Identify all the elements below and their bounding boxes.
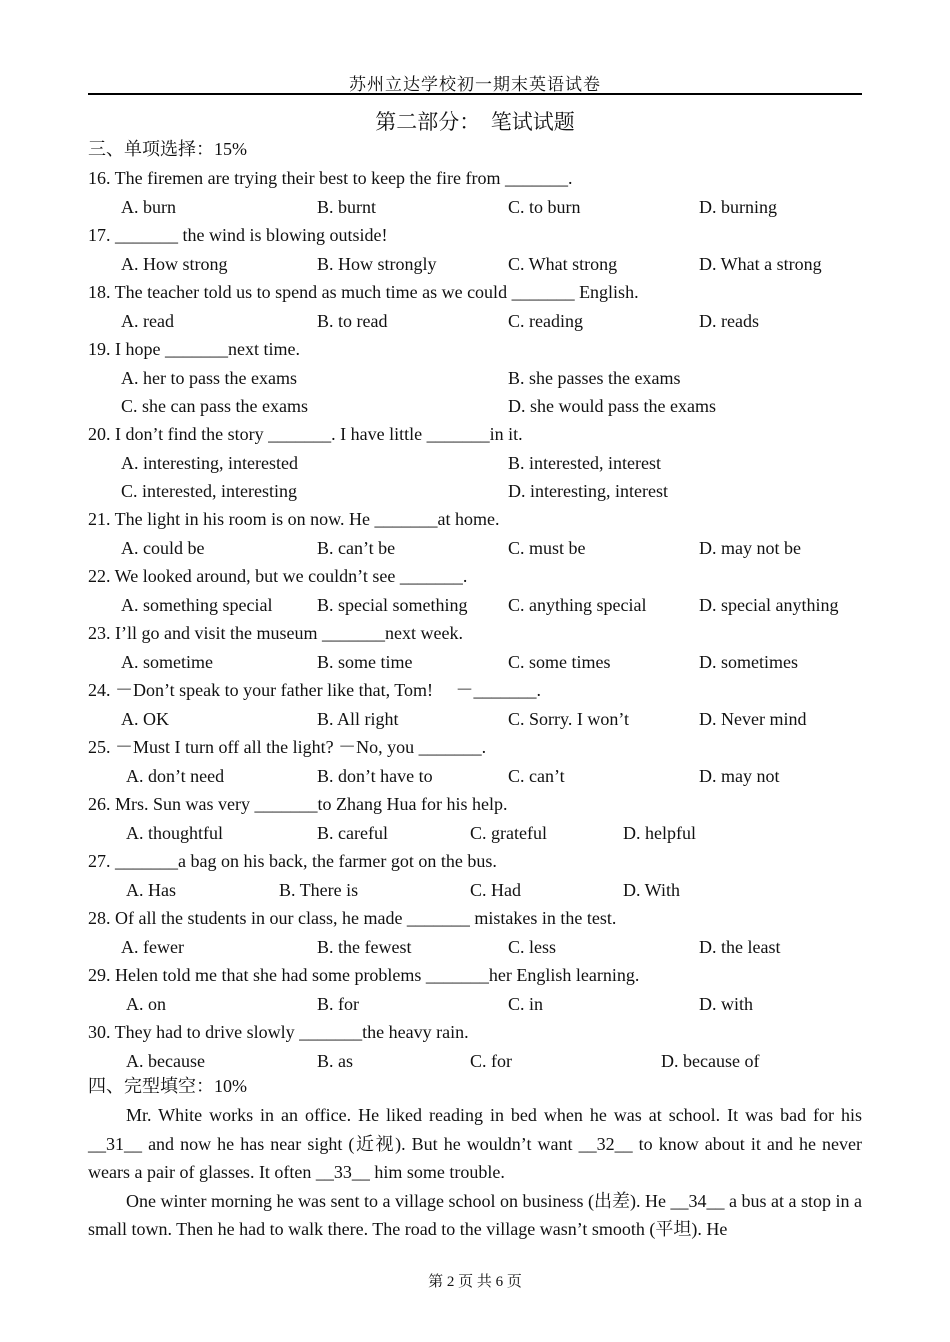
question-stem: 23. I’ll go and visit the museum _______next week. (88, 623, 463, 643)
answer-option: D. may not (699, 765, 780, 786)
answer-option: B. How strongly (317, 253, 437, 274)
question-stem: 27. _______a bag on his back, the farmer got on the bus. (88, 851, 497, 871)
answer-option: D. With (623, 879, 680, 900)
answer-option: D. interesting, interest (508, 481, 668, 501)
answer-option: A. Has (126, 879, 176, 900)
answer-option: B. careful (317, 822, 388, 843)
answer-option: D. with (699, 993, 753, 1014)
answer-option: A. thoughtful (126, 822, 223, 843)
answer-option: B. some time (317, 651, 413, 672)
question-stem: 28. Of all the students in our class, he made _______ mistakes in the test. (88, 908, 617, 928)
page-header-title: 苏州立达学校初一期末英语试卷 (349, 75, 601, 94)
page-footer: 第 2 页 共 6 页 (428, 1274, 522, 1290)
answer-option: D. sometimes (699, 651, 798, 672)
answer-option: C. reading (508, 310, 583, 331)
answer-option: D. because of (661, 1050, 760, 1071)
answer-option: D. reads (699, 310, 759, 331)
answer-option: D. burning (699, 196, 777, 217)
answer-option: B. can’t be (317, 537, 396, 558)
answer-option: B. There is (279, 879, 359, 900)
question-stem: 20. I don’t find the story _______. I have little _______in it. (88, 424, 523, 444)
answer-option: A. read (121, 310, 174, 331)
answer-option: A. How strong (121, 253, 228, 274)
question-stem: 21. The light in his room is on now. He _______at home. (88, 509, 500, 529)
section3-heading: 三、单项选择：15% (88, 139, 247, 159)
answer-option: B. as (317, 1050, 353, 1071)
answer-option: D. she would pass the exams (508, 396, 716, 416)
answer-option: C. for (470, 1050, 512, 1071)
answer-option: D. helpful (623, 822, 696, 843)
section4-heading: 四、完型填空：10% (88, 1076, 247, 1096)
answer-option: A. her to pass the exams (121, 367, 297, 388)
answer-option: C. some times (508, 651, 611, 672)
answer-option: A. fewer (121, 936, 184, 957)
question-stem: 26. Mrs. Sun was very _______to Zhang Hua for his help. (88, 794, 508, 814)
answer-option: C. she can pass the exams (121, 396, 308, 416)
answer-option: C. in (508, 993, 544, 1014)
question-stem: 17. _______ the wind is blowing outside! (88, 225, 388, 245)
question-stem: 18. The teacher told us to spend as much time as we could _______ English. (88, 282, 639, 302)
question-stem: 24. －Don’t speak to your father like that, Tom! －_______. (88, 680, 542, 700)
answer-option: B. All right (317, 708, 399, 729)
question-stem: 29. Helen told me that she had some problems _______her English learning. (88, 965, 640, 985)
answer-option: A. burn (121, 196, 176, 217)
answer-option: A. sometime (121, 651, 213, 672)
cloze-paragraph: Mr. White works in an office. He liked reading in bed when he was at school. It was bad for his __31__ and now he has near sight (近视). But he wouldn’t want __32__ to know about it and he never wears a pair of glasses. It often __33__ him some trouble. (88, 1105, 862, 1182)
answer-option: B. burnt (317, 196, 377, 217)
answer-option: C. less (508, 936, 557, 957)
answer-option: A. because (126, 1050, 205, 1071)
answer-option: D. may not be (699, 537, 801, 558)
answer-option: D. Never mind (699, 708, 807, 729)
cloze-passage (88, 1101, 862, 1244)
answer-option: C. interested, interesting (121, 481, 297, 501)
answer-option: B. the fewest (317, 936, 412, 957)
answer-option: B. interested, interest (508, 452, 661, 473)
answer-option: D. What a strong (699, 253, 822, 274)
answer-option: A. OK (121, 708, 169, 729)
answer-option: C. Sorry. I won’t (508, 708, 629, 729)
answer-option: C. What strong (508, 253, 618, 274)
answer-option: B. for (317, 993, 359, 1014)
answer-option: C. can’t (508, 765, 565, 786)
answer-option: A. interesting, interested (121, 452, 298, 473)
answer-option: A. on (126, 993, 166, 1014)
answer-option: A. could be (121, 537, 205, 558)
question-stem: 19. I hope _______next time. (88, 339, 300, 359)
answer-option: D. special anything (699, 594, 839, 615)
answer-option: C. must be (508, 537, 586, 558)
part-title: 第二部分： 笔试试题 (375, 110, 575, 134)
answer-option: B. don’t have to (317, 765, 433, 786)
answer-option: D. the least (699, 936, 781, 957)
question-stem: 16. The firemen are trying their best to keep the fire from _______. (88, 168, 573, 188)
answer-option: C. grateful (470, 822, 547, 843)
answer-option: B. to read (317, 310, 388, 331)
question-stem: 30. They had to drive slowly _______the heavy rain. (88, 1022, 469, 1042)
answer-option: A. something special (121, 594, 273, 615)
answer-option: B. she passes the exams (508, 367, 681, 388)
header-divider (88, 93, 862, 95)
question-stem: 25. －Must I turn off all the light? －No, you _______. (88, 737, 487, 757)
answer-option: C. Had (470, 879, 521, 900)
answer-option: A. don’t need (126, 765, 225, 786)
answer-option: C. anything special (508, 594, 647, 615)
cloze-paragraph: One winter morning he was sent to a village school on business (出差). He __34__ a bus at a stop in a small town. Then he had to walk there. The road to the village wasn’t smooth (平坦). He (88, 1190, 862, 1239)
answer-option: B. special something (317, 594, 468, 615)
answer-option: C. to burn (508, 196, 581, 217)
question-stem: 22. We looked around, but we couldn’t see _______. (88, 566, 468, 586)
